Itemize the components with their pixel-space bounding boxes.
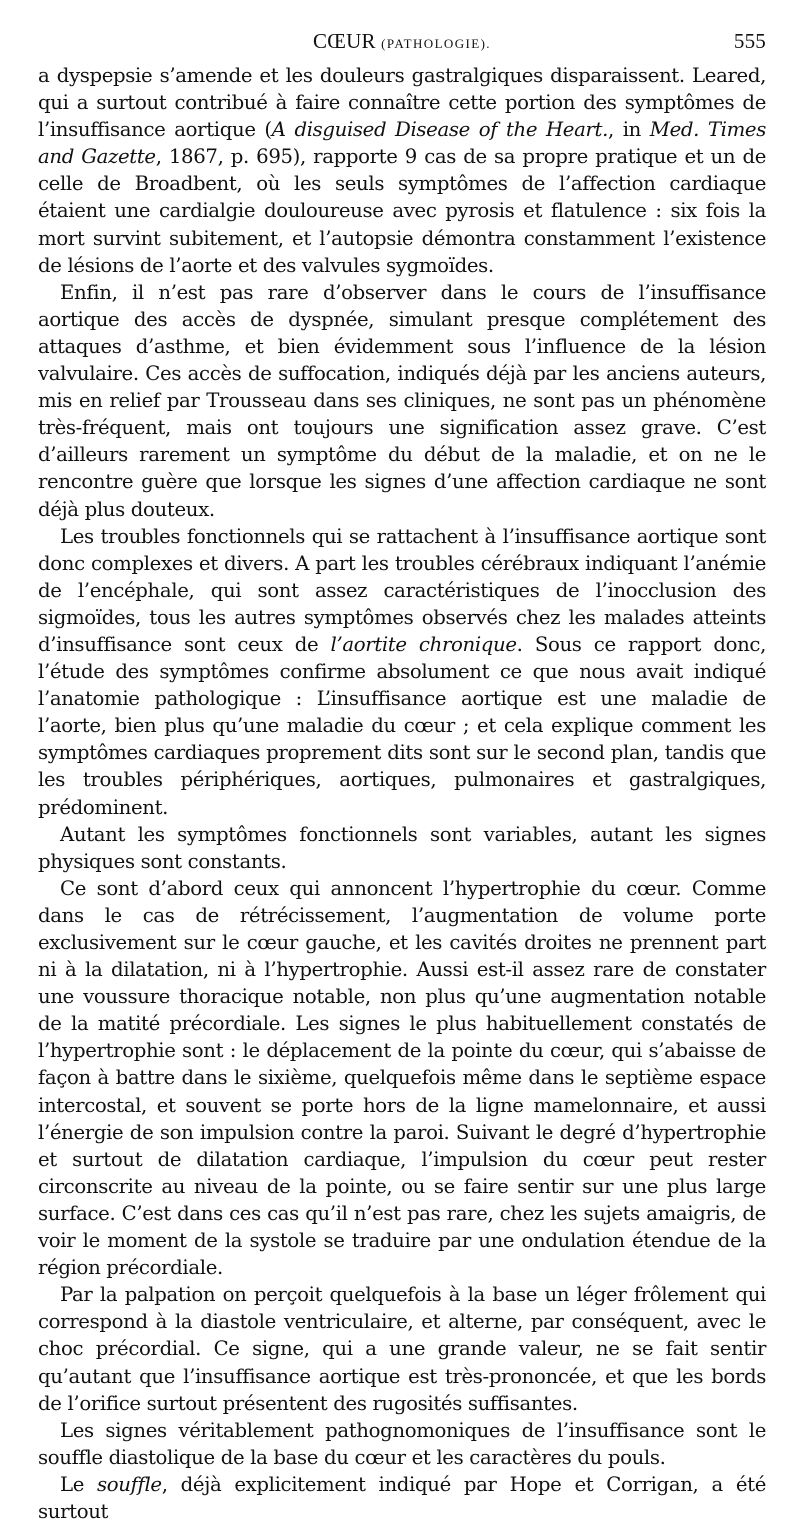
paragraph: [38, 1281, 766, 1416]
text-segment: Par la palpation on perçoit quelquefois à la base un léger frôlement qui correspond à la diastole ventriculaire, et alterne, par conséquent, avec le choc précordial. Ce signe, qui a une grande valeur, ne se fait sentir qu’autant que l’insuffisance aortique est très-prononcée, et que les bords de l’orifice surtout présentent des rugosités suffisantes.: [38, 1283, 766, 1415]
italic-text: A disguised Disease of the Heart.: [271, 118, 608, 142]
text-segment: Le: [60, 1472, 98, 1496]
paragraph: [38, 62, 766, 279]
paragraph: [38, 1471, 766, 1525]
italic-text: Med. Times and Gazette: [38, 118, 766, 169]
page-number: 555: [733, 29, 766, 53]
paragraph: [38, 279, 766, 523]
paragraph: [38, 1417, 766, 1471]
running-header: [38, 20, 766, 62]
running-title: [38, 20, 766, 65]
running-title-sub: (PATHOLOGIE).: [381, 36, 491, 51]
text-segment: , 1867, p. 695), rapporte 9 cas de sa propre pratique et un de celle de Broadbent, où les seuls symptômes de l’affection cardiaque étaient une cardialgie douloureuse avec pyrosis et flatulence : six fois la mort survint subitement, et l’autopsie démontra constamment l’existence de lésions de l’aorte et des valvules sygmoïdes.: [38, 145, 767, 277]
text-segment: Les troubles fonctionnels qui se rattachent à l’insuffisance aortique sont donc complexes et divers. A part les troubles cérébraux indiquant l’anémie de l’encéphale, qui sont assez caractéristiques de l’inocclusion des sigmoïdes, tous les autres symptômes observés chez les malades atteints d’insuffisance sont ceux de: [38, 524, 766, 656]
text-segment: Ce sont d’abord ceux qui annoncent l’hypertrophie du cœur. Comme dans le cas de rétrécissement, l’augmentation de volume porte exclusivement sur le cœur gauche, et les cavités droites ne prennent part ni à la dilatation, ni à l’hypertrophie. Aussi est-il assez rare de constater une voussure thoracique notable, non plus qu’une augmentation notable de la matité précordiale. Les signes le plus habituellement constatés de l’hypertrophie sont : le déplacement de la pointe du cœur, qui s’abaisse de façon à battre dans le sixième, quelquefois même dans le septième espace intercostal, et souvent se porte hors de la ligne mamelonnaire, et aussi l’énergie de son impulsion contre la paroi. Suivant le degré d’hypertrophie et surtout de dilatation cardiaque, l’impulsion du cœur peut rester circonscrite au niveau de la pointe, ou se faire sentir sur une plus large surface. C’est dans ces cas qu’il n’est pas rare, chez les sujets amaigris, de voir le moment de la systole se traduire par une ondulation étendue de la région précordiale.: [38, 876, 766, 1280]
text-segment: , déjà explicitement indiqué par Hope et Corrigan, a été surtout: [38, 1472, 766, 1523]
text-segment: Enfin, il n’est pas rare d’observer dans le cours de l’insuffisance aortique des accès de dyspnée, simulant presque complétement des attaques d’asthme, et bien évidemment sous l’influence de la lésion valvulaire. Ces accès de suffocation, indiqués déjà par les anciens auteurs, mis en relief par Trousseau dans ses cliniques, ne sont pas un phénomène très-fréquent, mais ont toujours une signification assez grave. C’est d’ailleurs rarement un symptôme du début de la maladie, et on ne le rencontre guère que lorsque les signes d’une affection cardiaque ne sont déjà plus douteux.: [38, 280, 766, 521]
paragraph: [38, 821, 766, 875]
paragraph: [38, 523, 766, 821]
italic-text: souffle: [97, 1472, 162, 1496]
text-segment: Autant les symptômes fonctionnels sont variables, autant les signes physiques sont constants.: [38, 822, 766, 873]
paragraph: [38, 875, 766, 1281]
text-segment: Les signes véritablement pathognomoniques de l’insuffisance sont le souffle diastolique de la base du cœur et les caractères du pouls.: [38, 1418, 766, 1469]
body-text: [38, 62, 766, 1525]
italic-text: l’aortite chronique: [330, 632, 517, 656]
text-segment: a dyspepsie s’amende et les douleurs gastralgiques disparaissent. Leared, qui a surtout contribué à faire connaître cette portion des symptômes de l’insuffisance aortique (: [38, 64, 766, 142]
text-segment: . Sous ce rapport donc, l’étude des symptômes confirme absolument ce que nous avait indiqué l’anatomie pathologique : L’insuffisance aortique est une maladie de l’aorte, bien plus qu’une maladie du cœur ; et cela explique comment les symptômes cardiaques proprement dits sont sur le second plan, tandis que les troubles périphériques, aortiques, pulmonaires et gastralgiques, prédominent.: [38, 632, 766, 819]
running-title-main: CŒUR: [313, 29, 376, 53]
text-segment: , in: [608, 118, 650, 142]
